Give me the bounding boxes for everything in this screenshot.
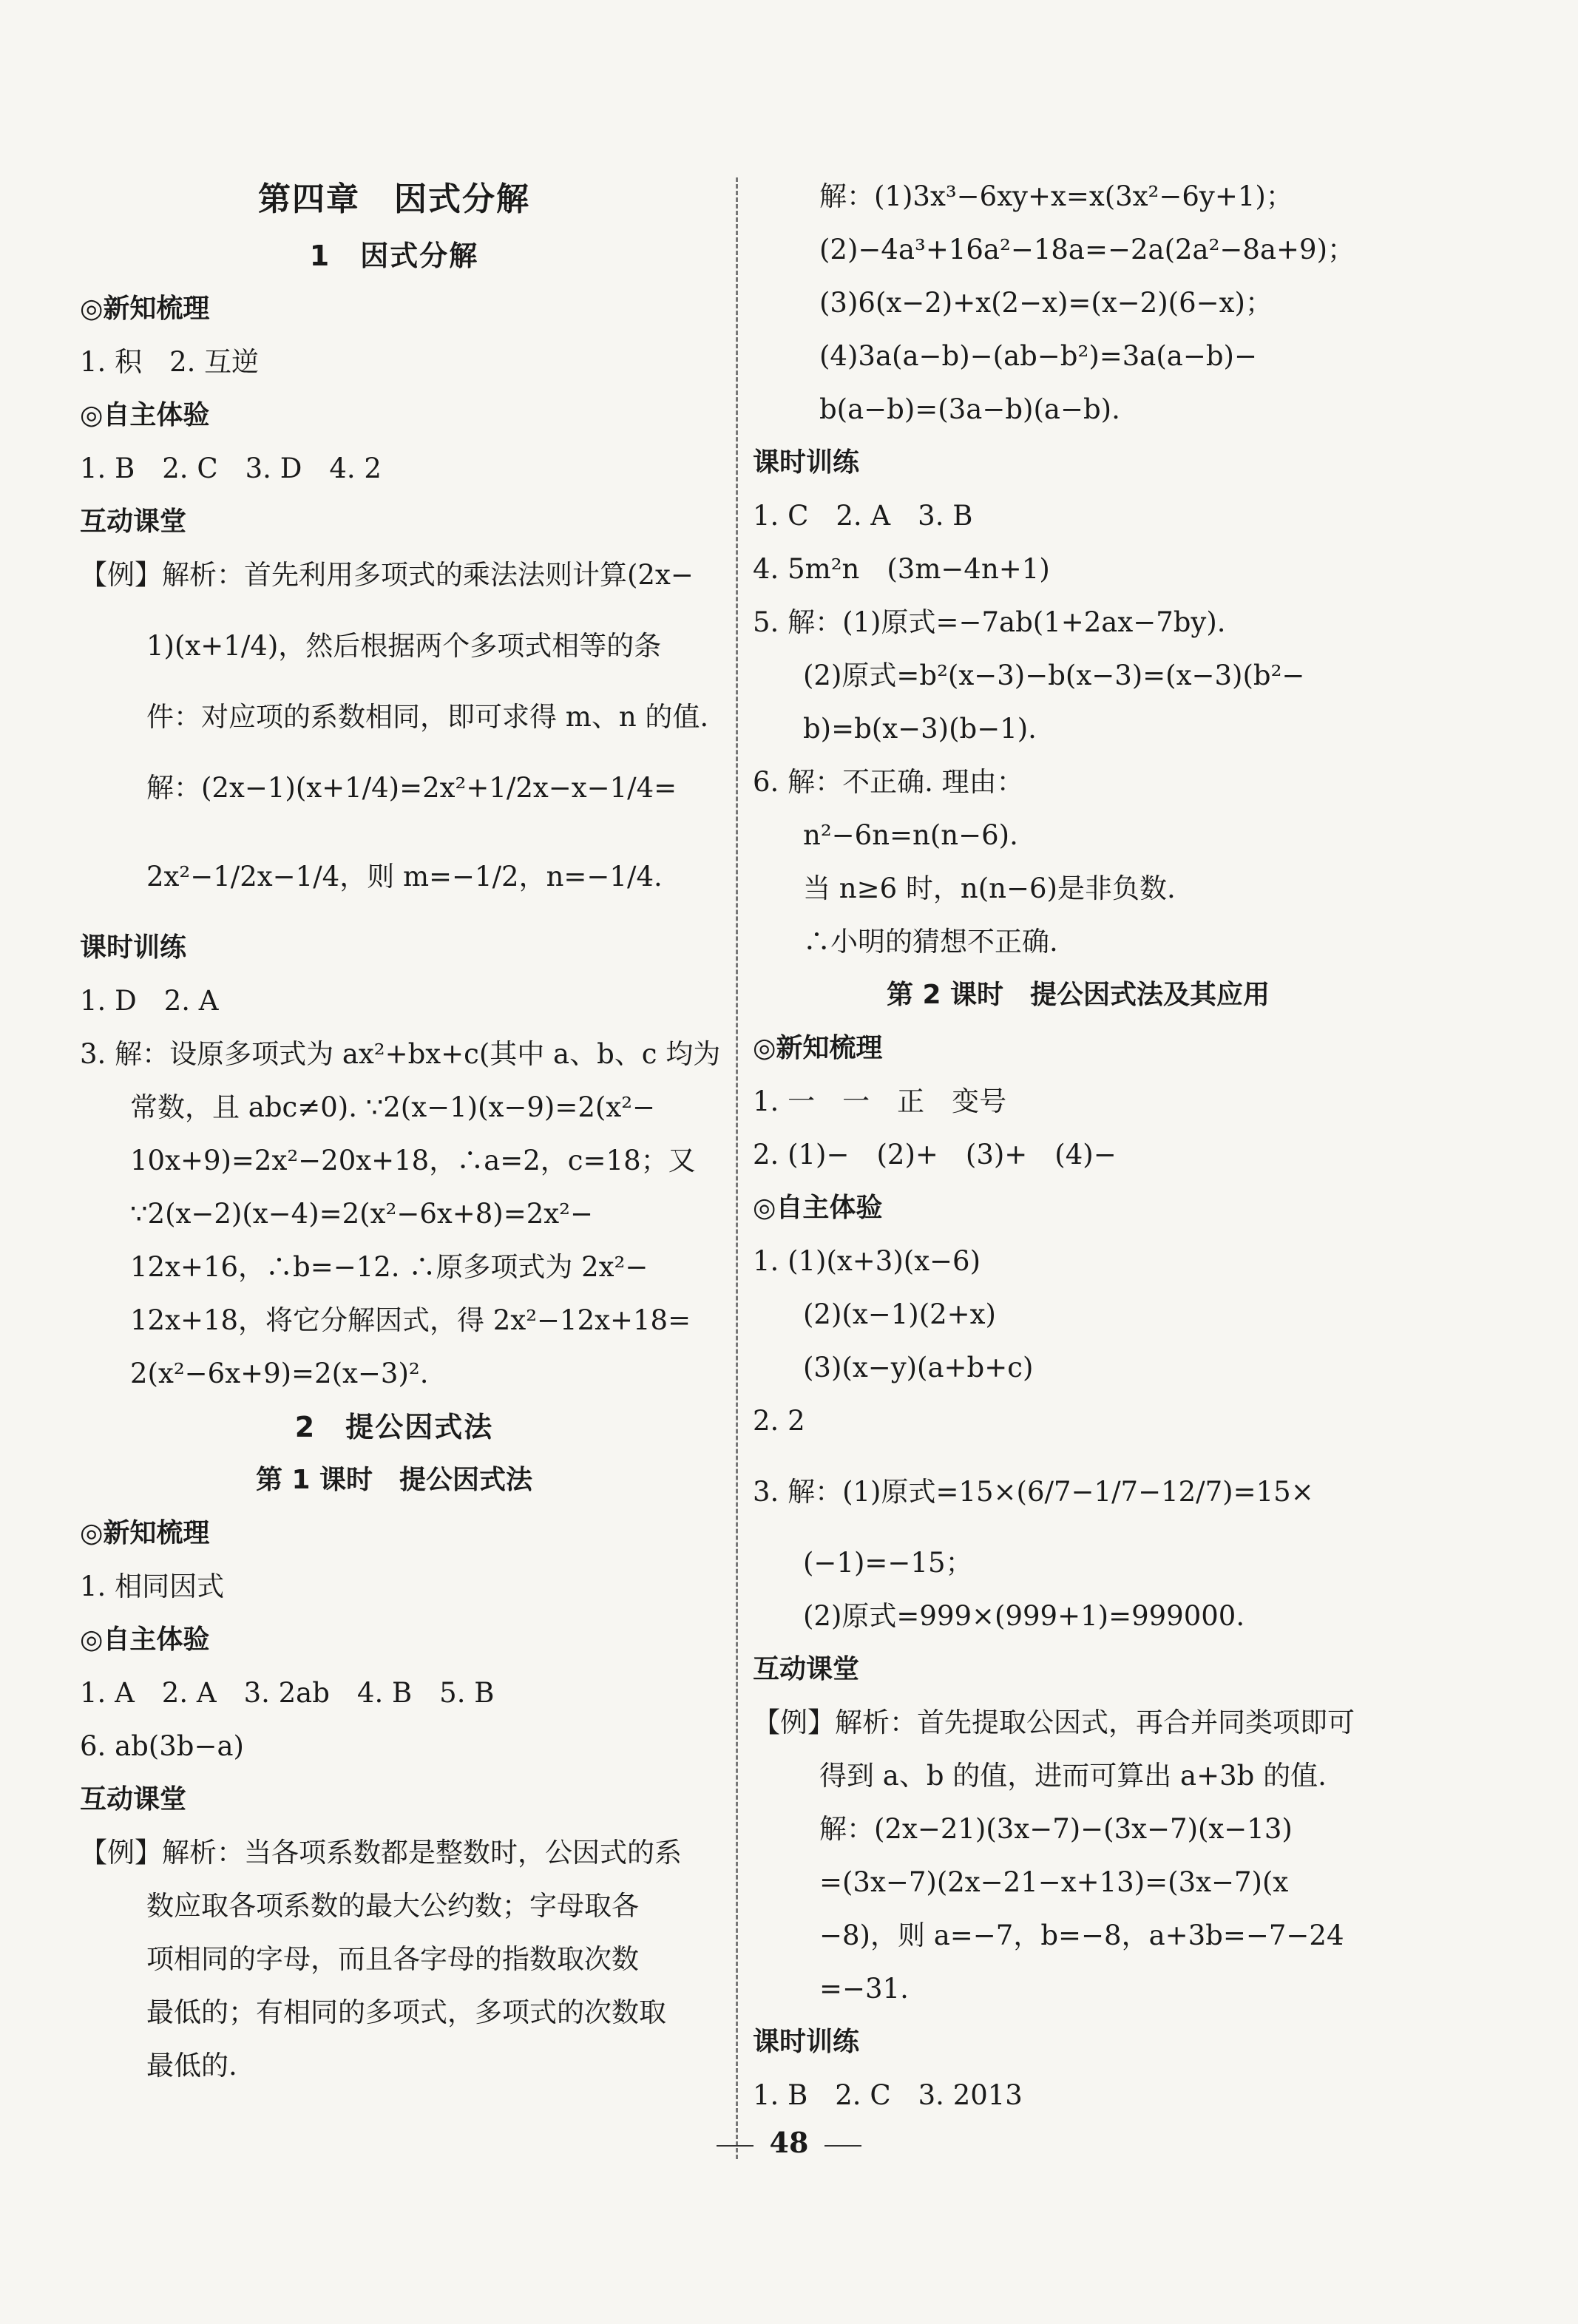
left-line: 常数，且 abc≠0). ∵2(x−1)(x−9)=2(x²− — [130, 1091, 656, 1123]
right-line: n²−6n=n(n−6). — [803, 819, 1018, 851]
right-line: 课时训练 — [753, 2027, 860, 2057]
right-column — [753, 170, 1403, 2122]
left-line: 10x+9)=2x²−20x+18，∴a=2，c=18；又 — [130, 1145, 696, 1176]
left-line: 数应取各项系数的最大公约数；字母取各 — [146, 1890, 639, 1922]
left-line: 1. D 2. A — [80, 985, 219, 1017]
right-line: (2)原式=b²(x−3)−b(x−3)=(x−3)(b²− — [803, 660, 1305, 691]
right-line: (2)−4a³+16a²−18a=−2a(2a²−8a+9)； — [819, 234, 1355, 265]
right-line: (−1)=−15； — [803, 1547, 973, 1579]
left-line: 1. B 2. C 3. D 4. 2 — [80, 453, 382, 484]
right-line: 1. C 2. A 3. B — [753, 500, 973, 532]
right-line: 4. 5m²n (3m−4n+1) — [753, 553, 1050, 585]
left-line: 1 因式分解 — [309, 240, 479, 272]
left-line: 最低的. — [146, 2050, 237, 2081]
left-line: 项相同的字母，而且各字母的指数取次数 — [146, 1943, 639, 1975]
right-line: (2)(x−1)(2+x) — [803, 1298, 996, 1330]
right-line: 1. 一 一 正 变号 — [753, 1085, 1007, 1117]
left-line: 第四章 因式分解 — [258, 180, 530, 218]
left-line: 1. 相同因式 — [80, 1571, 225, 1602]
right-line: 2. (1)− (2)+ (3)+ (4)− — [753, 1139, 1117, 1171]
left-line: ◎自主体验 — [80, 400, 210, 430]
right-line: 得到 a、b 的值，进而可算出 a+3b 的值. — [819, 1760, 1327, 1792]
right-line: ◎自主体验 — [753, 1193, 883, 1223]
left-line: 3. 解：设原多项式为 ax²+bx+c(其中 a、b、c 均为 — [80, 1038, 721, 1070]
left-line: 12x+16，∴b=−12. ∴原多项式为 2x²− — [130, 1251, 649, 1283]
left-line: 12x+18，将它分解因式，得 2x²−12x+18= — [130, 1304, 691, 1336]
right-line: 第 2 课时 提公因式法及其应用 — [886, 980, 1270, 1010]
left-line: 1)(x+1/4)，然后根据两个多项式相等的条 — [146, 630, 662, 662]
left-line: 互动课堂 — [80, 507, 187, 537]
right-line: 3. 解：(1)原式=15×(6/7−1/7−12/7)=15× — [753, 1476, 1314, 1508]
left-line: 2 提公因式法 — [294, 1411, 494, 1443]
right-line: −8)，则 a=−7，b=−8，a+3b=−7−24 — [819, 1920, 1344, 1951]
page-footer — [0, 2126, 1578, 2159]
right-line: 解：(2x−21)(3x−7)−(3x−7)(x−13) — [819, 1813, 1293, 1845]
left-line: 件：对应项的系数相同，即可求得 m、n 的值. — [146, 701, 709, 733]
left-line: 2x²−1/2x−1/4，则 m=−1/2，n=−1/4. — [146, 861, 663, 892]
right-line: 课时训练 — [753, 447, 860, 478]
left-line: 1. 积 2. 互逆 — [80, 346, 260, 378]
left-column — [80, 170, 721, 2093]
right-line: 6. 解：不正确. 理由： — [753, 766, 1024, 798]
right-line: (2)原式=999×(999+1)=999000. — [803, 1600, 1245, 1632]
right-line: 1. B 2. C 3. 2013 — [753, 2079, 1023, 2111]
right-line: (3)(x−y)(a+b+c) — [803, 1352, 1034, 1383]
footer-dash-right — [824, 2145, 861, 2147]
right-line: 【例】解析：首先提取公因式，再合并同类项即可 — [753, 1707, 1355, 1738]
right-line: =−31. — [819, 1973, 909, 2005]
right-line: 互动课堂 — [753, 1654, 860, 1684]
right-line: b)=b(x−3)(b−1). — [803, 713, 1037, 745]
right-line: 2. 2 — [753, 1405, 805, 1437]
left-line: ◎新知梳理 — [80, 1518, 210, 1548]
left-line: 解：(2x−1)(x+1/4)=2x²+1/2x−x−1/4= — [146, 772, 677, 804]
left-line: ∵2(x−2)(x−4)=2(x²−6x+8)=2x²− — [130, 1198, 593, 1230]
right-line: =(3x−7)(2x−21−x+13)=(3x−7)(x — [819, 1866, 1289, 1898]
left-line: 课时训练 — [80, 932, 187, 963]
column-divider — [736, 177, 738, 2159]
right-line: 5. 解：(1)原式=−7ab(1+2ax−7by). — [753, 606, 1226, 638]
left-line: 2(x²−6x+9)=2(x−3)². — [130, 1358, 429, 1389]
right-line: 当 n≥6 时，n(n−6)是非负数. — [803, 873, 1176, 904]
right-line: (3)6(x−2)+x(2−x)=(x−2)(6−x)； — [819, 287, 1273, 319]
left-line: 最低的；有相同的多项式，多项式的次数取 — [146, 1996, 666, 2028]
left-line: 第 1 课时 提公因式法 — [255, 1465, 533, 1495]
left-line: 6. ab(3b−a) — [80, 1730, 244, 1762]
right-line: ◎新知梳理 — [753, 1033, 883, 1063]
left-line: 【例】解析：首先利用多项式的乘法法则计算(2x− — [80, 559, 694, 591]
right-line: (4)3a(a−b)−(ab−b²)=3a(a−b)− — [819, 340, 1257, 372]
right-line: b(a−b)=(3a−b)(a−b). — [819, 393, 1120, 425]
right-line: 解：(1)3x³−6xy+x=x(3x²−6y+1)； — [819, 180, 1293, 212]
left-line: 1. A 2. A 3. 2ab 4. B 5. B — [80, 1677, 495, 1709]
footer-dash-left — [717, 2145, 754, 2147]
right-line: ∴小明的猜想不正确. — [803, 926, 1058, 958]
left-line: 互动课堂 — [80, 1784, 187, 1815]
page-number: 48 — [769, 2126, 809, 2159]
left-line: ◎自主体验 — [80, 1625, 210, 1655]
left-line: 【例】解析：当各项系数都是整数时，公因式的系 — [80, 1837, 682, 1869]
left-line: ◎新知梳理 — [80, 294, 210, 324]
right-line: 1. (1)(x+3)(x−6) — [753, 1245, 981, 1277]
